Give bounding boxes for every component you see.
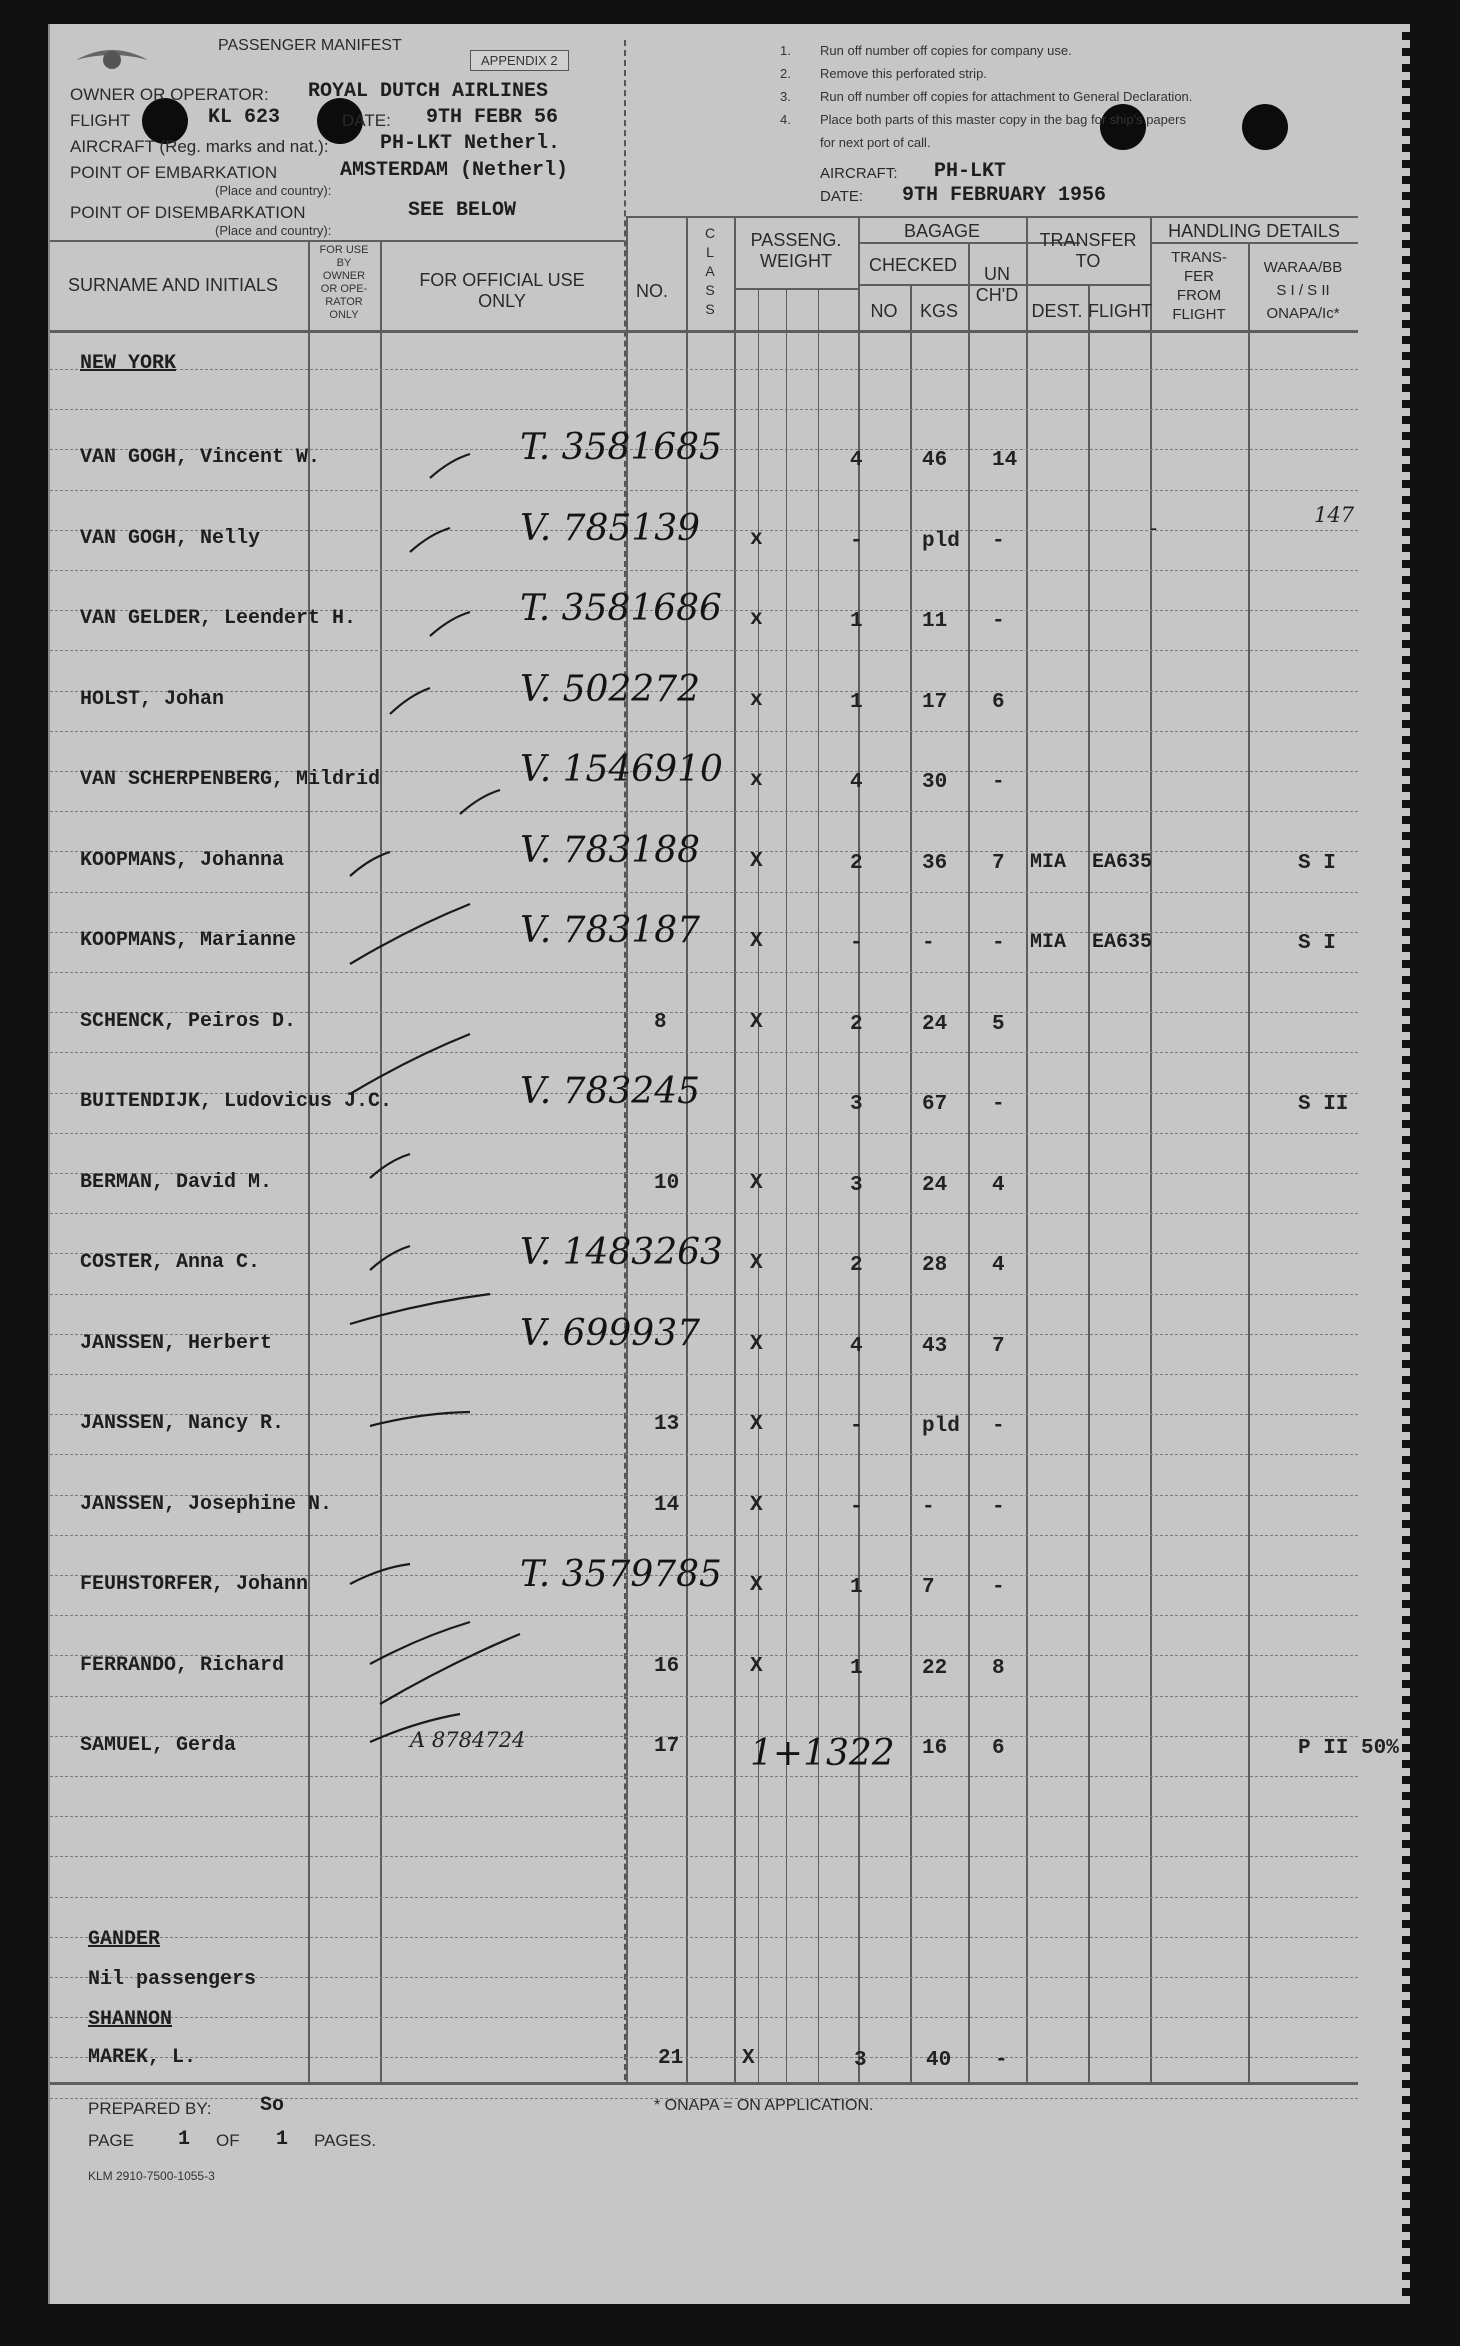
passenger-name: BERMAN, David M. bbox=[80, 1170, 273, 1194]
checked-no: 3 bbox=[850, 1093, 863, 1116]
passenger-name: SCHENCK, Peiros D. bbox=[80, 1009, 297, 1033]
passenger-name: BUITENDIJK, Ludovicus J.C. bbox=[80, 1090, 393, 1113]
weight-line: WEIGHT bbox=[760, 251, 832, 271]
unchecked: - bbox=[992, 932, 1005, 955]
unchd-line: UN bbox=[984, 264, 1010, 284]
place-country-label: (Place and country): bbox=[215, 183, 332, 198]
passenger-name: VAN SCHERPENBERG, Mildrid bbox=[80, 768, 381, 791]
checked-kgs: 67 bbox=[922, 1093, 948, 1116]
passenger-name: COSTER, Anna C. bbox=[80, 1251, 261, 1274]
instruction-text: for next port of call. bbox=[820, 135, 931, 150]
col-transfer bbox=[1026, 230, 1150, 272]
weight-mark: X bbox=[750, 1493, 763, 1517]
passenger-name: SAMUEL, Gerda bbox=[80, 1734, 237, 1757]
transfer-line: TO bbox=[1075, 251, 1101, 271]
weight-mark: x bbox=[750, 688, 763, 712]
unchecked: 6 bbox=[992, 1737, 1005, 1760]
unchecked: - bbox=[995, 2049, 1008, 2072]
unchecked: - bbox=[992, 1093, 1005, 1116]
official-use-number: V. 783188 bbox=[520, 829, 701, 871]
punch-hole bbox=[1100, 104, 1146, 150]
weight-mark: X bbox=[750, 1010, 763, 1034]
strip-aircraft-value: PH-LKT bbox=[934, 160, 1007, 183]
col-no: NO. bbox=[636, 281, 669, 301]
weight-mark: x bbox=[750, 769, 763, 792]
weight-mark: X bbox=[750, 1654, 763, 1678]
unchd-line: CH'D bbox=[975, 285, 1019, 305]
weight-mark: X bbox=[750, 1413, 763, 1436]
passenger-name: JANSSEN, Herbert bbox=[80, 1331, 273, 1355]
checked-kgs: 16 bbox=[922, 1737, 948, 1760]
section-new-york: NEW YORK bbox=[80, 352, 177, 375]
col-handling: HANDLING DETAILS bbox=[1168, 221, 1340, 241]
handling-detail: S II bbox=[1298, 1093, 1349, 1116]
checked-no: - bbox=[850, 932, 863, 955]
unchecked: - bbox=[992, 1576, 1005, 1599]
form-title: PASSENGER MANIFEST bbox=[218, 37, 402, 54]
weight-mark: X bbox=[750, 1171, 763, 1195]
col-transfer-flight: FLIGHT bbox=[1088, 301, 1153, 321]
official-use-number: T. 3581685 bbox=[520, 427, 722, 468]
checked-kgs: 30 bbox=[922, 771, 948, 794]
transfer-flight: EA635 bbox=[1092, 850, 1153, 874]
page-label: PAGE bbox=[88, 2131, 134, 2150]
transfer-from-line: TRANS- bbox=[1171, 249, 1227, 266]
flight-value: KL 623 bbox=[208, 106, 281, 129]
handling-detail: S I bbox=[1298, 932, 1336, 955]
col-transfer-from bbox=[1150, 248, 1248, 324]
manifest-document bbox=[48, 24, 1410, 2304]
passenger-name: FEUHSTORFER, Johann bbox=[80, 1573, 309, 1596]
prepared-by-label: PREPARED BY: bbox=[88, 2099, 212, 2118]
weight-mark: X bbox=[742, 2047, 755, 2070]
checked-kgs: 7 bbox=[922, 1576, 935, 1599]
passenger-no: 16 bbox=[654, 1654, 680, 1678]
passenger-no: 8 bbox=[654, 1010, 667, 1034]
unchecked: - bbox=[992, 771, 1005, 794]
instruction-text: Remove this perforated strip. bbox=[820, 66, 987, 81]
weight-line: PASSENG. bbox=[750, 230, 842, 250]
unchecked: 6 bbox=[992, 690, 1005, 714]
nil-passengers: Nil passengers bbox=[88, 1968, 257, 1991]
official-use-number: V. 783187 bbox=[520, 910, 701, 951]
checked-no: 1 bbox=[850, 1576, 863, 1599]
waraa-line: S I / S II bbox=[1276, 282, 1330, 299]
embarkation-label: POINT OF EMBARKATION bbox=[70, 163, 278, 182]
checked-kgs: 24 bbox=[922, 1012, 948, 1036]
checked-no: 3 bbox=[850, 1173, 863, 1197]
unchecked: 7 bbox=[992, 1334, 1005, 1358]
owner-value: ROYAL DUTCH AIRLINES bbox=[308, 80, 549, 103]
passenger-no: 10 bbox=[654, 1171, 680, 1195]
tick-mark bbox=[370, 1622, 470, 1664]
tick-mark bbox=[430, 612, 470, 636]
perforation-edge bbox=[1402, 24, 1410, 2304]
weight-mark: x bbox=[750, 527, 763, 551]
appendix-label: APPENDIX 2 bbox=[470, 50, 569, 71]
aircraft-label: AIRCRAFT (Reg. marks and nat.): bbox=[70, 137, 329, 156]
official-line: FOR OFFICIAL USE bbox=[419, 270, 585, 290]
embarkation-value: AMSTERDAM (Netherl) bbox=[340, 159, 569, 182]
waraa-line: WARAA/BB bbox=[1263, 259, 1343, 276]
instruction-text: Run off number off copies for attachment to General Declaration. bbox=[820, 89, 1193, 104]
checked-no: 4 bbox=[850, 449, 863, 472]
owner-use-line: OWNER bbox=[322, 270, 366, 282]
checked-no: 2 bbox=[850, 851, 863, 875]
tick-mark bbox=[350, 852, 390, 876]
unchecked: - bbox=[992, 1495, 1005, 1519]
col-official bbox=[380, 270, 624, 312]
col-surname: SURNAME AND INITIALS bbox=[68, 275, 279, 295]
col-owner-use bbox=[308, 244, 380, 322]
checked-kgs: - bbox=[922, 932, 935, 955]
col-checked-kgs: KGS bbox=[919, 301, 958, 321]
disembarkation-label: POINT OF DISEMBARKATION bbox=[70, 203, 306, 222]
passenger-name: JANSSEN, Nancy R. bbox=[80, 1412, 285, 1435]
passenger-name: KOOPMANS, Johanna bbox=[80, 848, 285, 872]
col-weight bbox=[734, 230, 858, 272]
checked-kgs: 46 bbox=[922, 449, 948, 472]
waraa-line: ONAPA/Ic* bbox=[1266, 305, 1340, 322]
transfer-from-mark: - bbox=[1150, 516, 1158, 540]
owner-use-line: FOR USE bbox=[319, 244, 369, 256]
handling-detail: 147 bbox=[1314, 502, 1355, 527]
weight-mark: X bbox=[750, 1252, 763, 1275]
official-use-number: T. 3581686 bbox=[520, 588, 722, 629]
tick-mark bbox=[370, 1154, 410, 1178]
klm-logo-icon bbox=[72, 40, 152, 80]
unchecked: 5 bbox=[992, 1012, 1005, 1036]
transfer-from-line: FLIGHT bbox=[1172, 306, 1226, 323]
official-line: ONLY bbox=[478, 291, 526, 311]
tick-mark bbox=[380, 1634, 520, 1704]
class-letter: S bbox=[705, 282, 715, 298]
handwritten-ticks bbox=[50, 24, 1410, 2304]
official-use-number: V. 502272 bbox=[520, 668, 701, 710]
owner-use-line: RATOR bbox=[325, 296, 363, 308]
official-use-number: A 8784724 bbox=[410, 1728, 526, 1752]
prepared-by-value: So bbox=[260, 2094, 285, 2117]
tick-mark bbox=[430, 454, 470, 478]
checked-no: 2 bbox=[850, 1254, 863, 1277]
passenger-name: HOLST, Johan bbox=[80, 687, 225, 711]
transfer-from-line: FROM bbox=[1176, 287, 1222, 304]
of-value: 1 bbox=[276, 2128, 289, 2151]
weight-mark: 1+1322 bbox=[750, 1733, 895, 1774]
weight-mark: X bbox=[750, 1574, 763, 1597]
transfer-line: TRANSFER bbox=[1039, 230, 1137, 250]
checked-no: 4 bbox=[850, 771, 863, 794]
owner-use-line: OR OPE- bbox=[320, 283, 368, 295]
col-dest: DEST. bbox=[1031, 301, 1083, 321]
class-letter: S bbox=[705, 301, 715, 317]
col-unchd bbox=[968, 264, 1026, 306]
transfer-from-line: FER bbox=[1184, 268, 1214, 285]
checked-kgs: 11 bbox=[922, 610, 948, 633]
handling-detail: P II 50% bbox=[1298, 1737, 1399, 1760]
checked-no: - bbox=[850, 529, 863, 553]
strip-date-label: DATE: bbox=[820, 188, 864, 205]
unchecked: 8 bbox=[992, 1656, 1005, 1680]
unchecked: 7 bbox=[992, 851, 1005, 875]
passenger-name: VAN GELDER, Leendert H. bbox=[80, 607, 357, 630]
col-baggage: BAGAGE bbox=[903, 221, 981, 241]
col-class bbox=[686, 224, 734, 319]
instruction-text: Run off number off copies for company use. bbox=[820, 43, 1072, 58]
instruction-number: 1. bbox=[780, 43, 791, 58]
tick-mark bbox=[410, 528, 450, 552]
col-waraa bbox=[1248, 256, 1358, 325]
owner-use-line: ONLY bbox=[329, 309, 359, 321]
passenger-no: 17 bbox=[654, 1735, 680, 1758]
weight-mark: X bbox=[750, 930, 763, 953]
transfer-dest: MIA bbox=[1030, 850, 1067, 874]
official-use-number: V. 783245 bbox=[520, 1071, 701, 1112]
passenger-name: KOOPMANS, Marianne bbox=[80, 929, 297, 952]
official-use-number: V. 1483263 bbox=[520, 1232, 723, 1273]
official-use-number: V. 785139 bbox=[520, 507, 701, 549]
passenger-no: 21 bbox=[658, 2047, 684, 2070]
strip-date-value: 9TH FEBRUARY 1956 bbox=[902, 184, 1107, 207]
of-label: OF bbox=[216, 2131, 240, 2150]
instruction-number: 3. bbox=[780, 89, 791, 104]
passenger-no: 14 bbox=[654, 1493, 680, 1517]
checked-kgs: 24 bbox=[922, 1173, 948, 1197]
page-value: 1 bbox=[178, 2128, 191, 2151]
checked-kgs: pld bbox=[922, 1415, 960, 1438]
form-code: KLM 2910-7500-1055-3 bbox=[88, 2169, 215, 2183]
tick-mark bbox=[370, 1246, 410, 1270]
checked-kgs: - bbox=[922, 1495, 935, 1519]
checked-no: 3 bbox=[854, 2049, 867, 2072]
punch-hole bbox=[1242, 104, 1288, 150]
instruction-text: Place both parts of this master copy in the bag for ship's papers bbox=[820, 112, 1186, 127]
checked-no: - bbox=[850, 1495, 863, 1519]
section-gander: GANDER bbox=[88, 1928, 161, 1951]
section-shannon: SHANNON bbox=[88, 2008, 173, 2031]
date-value: 9TH FEBR 56 bbox=[426, 106, 559, 129]
tick-mark bbox=[350, 1034, 470, 1094]
unchecked: - bbox=[992, 610, 1005, 633]
col-checked: CHECKED bbox=[868, 255, 957, 275]
pages-label: PAGES. bbox=[314, 2131, 377, 2150]
tick-mark bbox=[390, 688, 430, 714]
transfer-dest: MIA bbox=[1030, 931, 1067, 954]
official-use-number: V. 1546910 bbox=[520, 749, 723, 790]
owner-label: OWNER OR OPERATOR: bbox=[70, 85, 269, 104]
weight-mark: X bbox=[750, 849, 763, 873]
checked-kgs: 36 bbox=[922, 851, 948, 875]
owner-use-line: BY bbox=[336, 257, 352, 269]
unchecked: - bbox=[992, 1415, 1005, 1438]
weight-mark: x bbox=[750, 608, 763, 631]
checked-no: 1 bbox=[850, 610, 863, 633]
passenger-name: JANSSEN, Josephine N. bbox=[80, 1492, 333, 1516]
onapa-footnote: * ONAPA = ON APPLICATION. bbox=[654, 2097, 874, 2114]
unchecked: 4 bbox=[992, 1254, 1005, 1277]
passenger-name: FERRANDO, Richard bbox=[80, 1653, 285, 1677]
place-country-label-2: (Place and country): bbox=[215, 223, 332, 238]
checked-kgs: pld bbox=[922, 529, 960, 553]
official-use-number: V. 699937 bbox=[520, 1312, 701, 1354]
checked-kgs: 17 bbox=[922, 690, 948, 714]
transfer-flight: EA635 bbox=[1092, 931, 1153, 954]
checked-kgs: 40 bbox=[926, 2049, 952, 2072]
class-letter: A bbox=[705, 263, 715, 279]
checked-no: 1 bbox=[850, 1656, 863, 1680]
instruction-number: 2. bbox=[780, 66, 791, 81]
unchecked: 4 bbox=[992, 1173, 1005, 1197]
checked-no: 2 bbox=[850, 1012, 863, 1036]
checked-kgs: 28 bbox=[922, 1254, 948, 1277]
disembarkation-value: SEE BELOW bbox=[408, 199, 517, 222]
date-label: DATE: bbox=[342, 111, 391, 130]
instruction-number: 4. bbox=[780, 112, 791, 127]
weight-mark: X bbox=[750, 1332, 763, 1356]
passenger-name: VAN GOGH, Vincent W. bbox=[80, 446, 321, 469]
passenger-no: 13 bbox=[654, 1413, 680, 1436]
passenger-name: MAREK, L. bbox=[88, 2046, 197, 2069]
tick-mark bbox=[350, 904, 470, 964]
handling-detail: S I bbox=[1298, 851, 1336, 875]
tick-mark bbox=[350, 1294, 490, 1324]
unchecked: - bbox=[992, 529, 1005, 553]
passenger-name: VAN GOGH, Nelly bbox=[80, 526, 261, 550]
strip-aircraft-label: AIRCRAFT: bbox=[820, 165, 898, 182]
aircraft-value: PH-LKT Netherl. bbox=[380, 132, 561, 155]
checked-kgs: 22 bbox=[922, 1656, 948, 1680]
class-letter: L bbox=[706, 244, 714, 260]
checked-no: 4 bbox=[850, 1334, 863, 1358]
checked-no: 1 bbox=[850, 690, 863, 714]
col-checked-no: NO bbox=[870, 301, 898, 321]
unchecked: 14 bbox=[992, 449, 1018, 472]
official-use-number: T. 3579785 bbox=[520, 1554, 722, 1595]
checked-no: - bbox=[850, 1415, 863, 1438]
flight-label: FLIGHT bbox=[70, 111, 131, 130]
checked-kgs: 43 bbox=[922, 1334, 948, 1358]
class-letter: C bbox=[704, 225, 716, 241]
